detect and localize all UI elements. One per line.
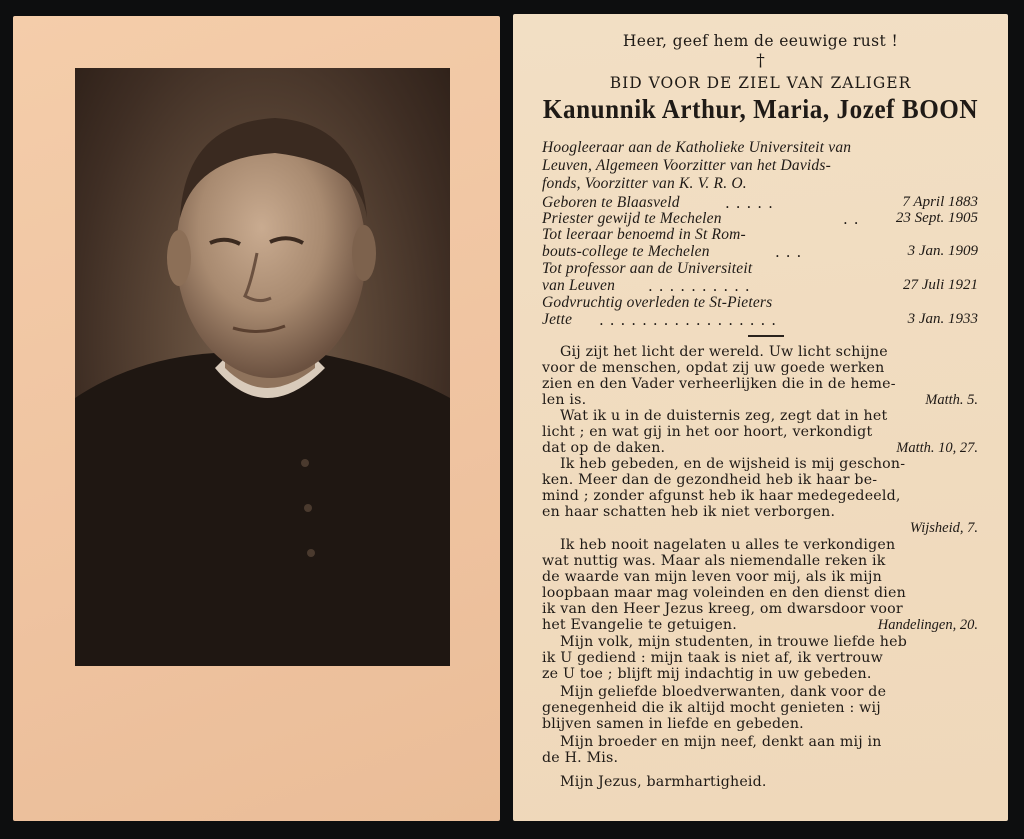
body-line: de H. Mis. [542, 750, 619, 766]
body-line: wat nuttig was. Maar als niemendalle reken ik [542, 553, 886, 569]
intro-line: BID VOOR DE ZIEL VAN ZALIGER [609, 74, 912, 92]
portrait-figure [75, 68, 450, 666]
scripture-reference: Wijsheid, 7. [909, 520, 978, 536]
body-line: mind ; zonder afgunst heb ik haar medegedeeld, [542, 488, 901, 504]
body-line: loopbaan maar mag voleinden en den dienst dien [542, 585, 906, 601]
portrait-card [13, 16, 500, 821]
event-date: 23 Sept. 1905 [895, 210, 978, 226]
portrait-photo [75, 68, 450, 666]
body-line: ik van den Heer Jezus kreeg, om dwarsdoor voor [542, 601, 903, 617]
body-line: ken. Meer dan de gezondheid heb ik haar be- [542, 472, 878, 488]
body-line: dat op de daken. [542, 440, 666, 456]
titles-line-3: fonds, Voorzitter van K. V. R. O. [542, 175, 747, 192]
cross-icon: † [756, 51, 765, 71]
scripture-reference: Handelingen, 20. [877, 617, 978, 633]
body-line: en haar schatten heb ik niet verborgen. [542, 504, 836, 520]
event-text: Geboren te Blaasveld [542, 194, 680, 211]
body-line: ik U gediend : mijn taak is niet af, ik vertrouw [542, 650, 883, 666]
body-line: het Evangelie te getuigen. [542, 617, 737, 633]
deceased-name: Kanunnik Arthur, Maria, Jozef BOON [542, 94, 979, 124]
event-text: Jette [542, 311, 573, 328]
body-line: Mijn volk, mijn studenten, in trouwe liefde heb [560, 634, 907, 650]
event-text: van Leuven [542, 277, 616, 294]
event-text: bouts-college te Mechelen [542, 243, 710, 260]
body-line: Ik heb nooit nagelaten u alles te verkondigen [560, 537, 896, 553]
closing-line: Mijn Jezus, barmhartigheid. [560, 774, 767, 790]
titles-line-2: Leuven, Algemeen Voorzitter van het Davids- [542, 157, 831, 174]
body-line: Ik heb gebeden, en de wijsheid is mij geschon- [560, 456, 906, 472]
event-text: Tot leeraar benoemd in St Rom- [542, 226, 746, 243]
prayer-line: Heer, geef hem de eeuwige rust ! [622, 32, 899, 50]
memorial-text-card: Heer, geef hem de eeuwige rust ! † BID VOOR DE ZIEL VAN ZALIGER Kanunnik Arthur, Maria, Jozef BOON Hoogleeraar aan de Katholieke Universiteit van Leuven, Algemeen Voorzitter van het Davids- fonds, Voorzitter van K. V. R. O. Geboren te Blaasveld ..... 7 April 1883 Priester gewijd te Mechelen .. 23 Sept. 1905 Tot leeraar benoemd in St Rom- bouts-college te Mechelen ... 3 Jan. 1909 Tot professor aan de Universiteit van Leuven .......... 27 Juli 1921 Godvruchtig overleden te St-Pieters Jette ................. 3 Jan. 1933 Gij zijt het licht der wereld. Uw licht schijne voor de menschen, opdat zij uw goede werken zien en den Vader verheerlijken die in de heme- len is. Matth. 5. Wat ik u in de duisternis zeg, zegt dat in het licht ; en wat gij in het oor hoort, verkondigt dat op de daken. Matth. 10, 27. Ik heb gebeden, en de wijsheid is mij geschon- ken. Meer dan de gezondheid heb ik haar be- mind ; zonder afgunst heb ik haar medegedeeld, en haar schatten heb ik niet verborgen. Wijsheid, 7. Ik heb nooit nagelaten u alles te verkondigen wat nuttig was. Maar als niemendalle reken ik de waarde van mijn leven voor mij, als ik mijn loopbaan maar mag voleinden en den dienst dien ik van den Heer Jezus kreeg, om dwarsdoor voor het Evangelie te getuigen. Handelingen, 20. Mijn volk, mijn studenten, in trouwe liefde heb ik U gediend : mijn taak is niet af, ik vertrouw ze U toe ; blijft mij indachtig in uw gebeden. Mijn geliefde bloedverwanten, dank voor de genegenheid die ik altijd mocht genieten : wij blijven samen in liefde en gebeden. Mijn broeder en mijn neef, denkt aan mij in de H. Mis. Mijn Jezus, barmhartigheid. [513, 14, 1008, 821]
body-line: zien en den Vader verheerlijken die in de heme- [542, 376, 896, 392]
event-date: 27 Juli 1921 [903, 277, 978, 293]
body-line: Gij zijt het licht der wereld. Uw licht schijne [560, 344, 888, 360]
body-line: len is. [542, 392, 587, 408]
divider [748, 335, 784, 337]
event-date: 7 April 1883 [902, 194, 978, 210]
body-line: Mijn geliefde bloedverwanten, dank voor de [560, 684, 887, 700]
body-line: Wat ik u in de duisternis zeg, zegt dat in het [560, 408, 888, 424]
body-line: blijven samen in liefde en gebeden. [542, 716, 804, 732]
event-text: Godvruchtig overleden te St-Pieters [542, 294, 773, 311]
body-line: de waarde van mijn leven voor mij, als ik mijn [542, 569, 882, 585]
body-line: genegenheid die ik altijd mocht genieten : wij [542, 700, 881, 716]
event-text: Tot professor aan de Universiteit [542, 260, 753, 277]
body-line: Mijn broeder en mijn neef, denkt aan mij in [560, 734, 882, 750]
body-line: ze U toe ; blijft mij indachtig in uw gebeden. [542, 666, 872, 682]
event-date: 3 Jan. 1909 [907, 243, 978, 259]
event-text: Priester gewijd te Mechelen [542, 210, 722, 227]
body-line: voor de menschen, opdat zij uw goede werken [542, 360, 885, 376]
scripture-reference: Matth. 10, 27. [896, 440, 978, 456]
event-date: 3 Jan. 1933 [907, 311, 978, 327]
body-line: licht ; en wat gij in het oor hoort, verkondigt [542, 424, 873, 440]
scripture-reference: Matth. 5. [925, 392, 978, 408]
titles-line-1: Hoogleeraar aan de Katholieke Universiteit van [542, 139, 852, 156]
